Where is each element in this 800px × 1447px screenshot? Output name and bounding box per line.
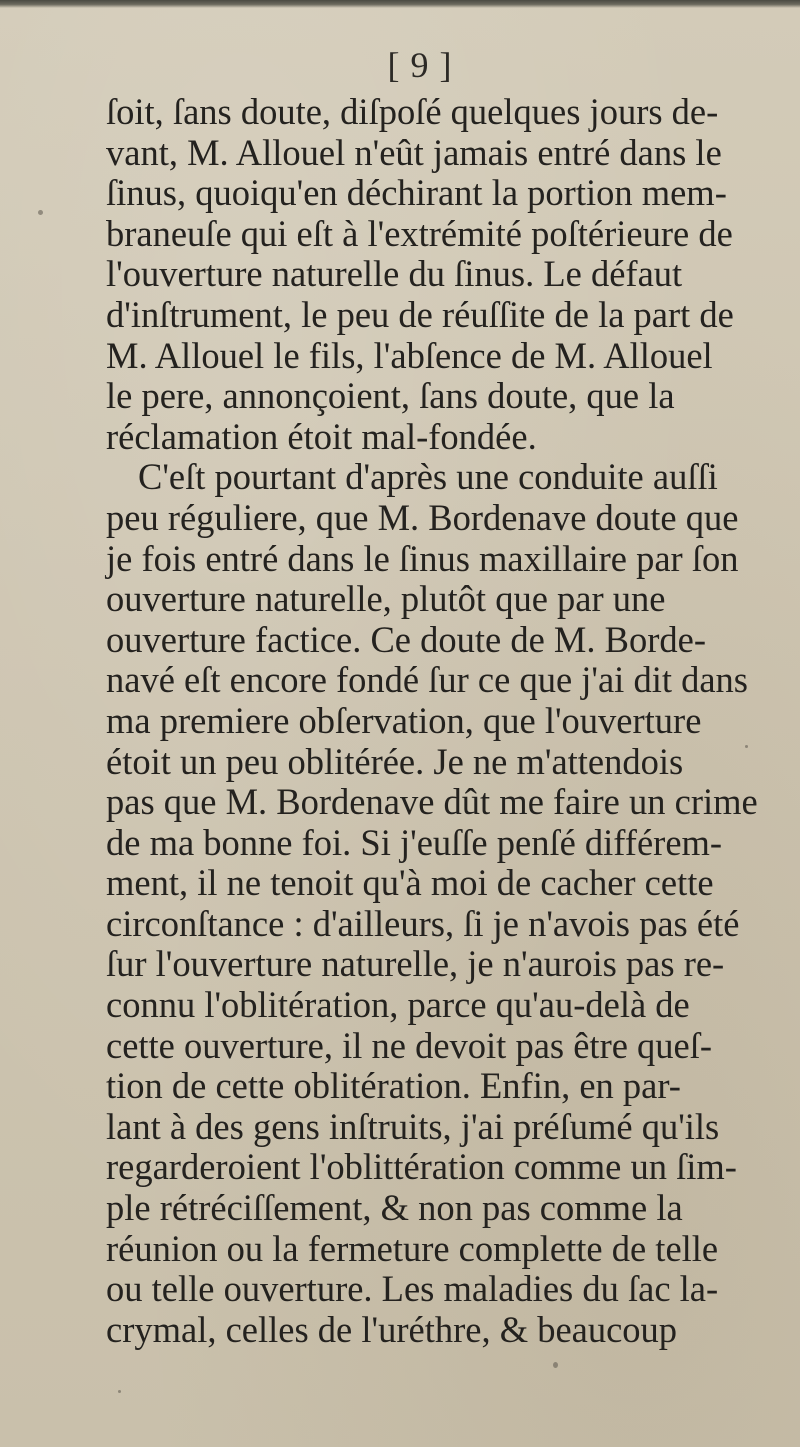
text-line: ſoit, ſans doute, diſpoſé quelques jours de- (106, 91, 719, 132)
text-line: ſur l'ouverture naturelle, je n'aurois pas re- (106, 943, 725, 985)
text-line: ple rétréciſſement, & non pas comme la (106, 1187, 683, 1229)
text-line: peu réguliere, que M. Bordenave doute que (106, 496, 739, 538)
text-line: étoit un peu oblitérée. Je ne m'attendois (106, 740, 684, 782)
text-line: réunion ou la fermeture complette de telle (106, 1227, 719, 1269)
text-line: M. Allouel le fils, l'abſence de M. Allouel (106, 334, 713, 376)
text-line: lant à des gens inſtruits, j'ai préſumé qu'ils (106, 1105, 720, 1147)
text-line: crymal, celles de l'uréthre, & beaucoup (106, 1308, 678, 1350)
text-line: connu l'oblitération, parce qu'au-delà de (106, 984, 690, 1026)
text-line: de ma bonne foi. Si j'euſſe penſé différem- (106, 821, 723, 863)
text-line: cette ouverture, il ne devoit pas être queſ- (106, 1024, 713, 1066)
text-line: pas que M. Bordenave dût me faire un crime (106, 781, 758, 823)
text-line: le pere, annonçoient, ſans doute, que la (106, 375, 675, 417)
paper-speck (38, 210, 43, 215)
text-line: tion de cette oblitération. Enfin, en par- (106, 1065, 681, 1107)
text-line: ment, il ne tenoit qu'à moi de cacher cette (106, 862, 714, 904)
text-line-paragraph-start: C'eſt pourtant d'après une conduite auſſi (138, 456, 718, 498)
text-line: vant, M. Allouel n'eût jamais entré dans le (106, 131, 722, 173)
text-line: ma premiere obſervation, que l'ouverture (106, 699, 702, 741)
text-line: circonſtance : d'ailleurs, ſi je n'avois pas été (106, 902, 740, 944)
text-line: regarderoient l'oblittération comme un ſim- (106, 1146, 737, 1188)
page-number: [ 9 ] (387, 45, 453, 85)
paper-speck (118, 1390, 121, 1393)
text-line: je fois entré dans le ſinus maxillaire par ſon (106, 537, 739, 579)
text-line: d'inſtrument, le peu de réuſſite de la part de (106, 293, 734, 335)
page-top-edge (0, 0, 800, 8)
text-line: ouverture factice. Ce doute de M. Borde- (106, 618, 706, 660)
body-text (106, 92, 786, 1350)
text-line: navé eſt encore fondé ſur ce que j'ai dit dans (106, 659, 749, 701)
text-line: réclamation étoit mal-fondée. (106, 415, 537, 457)
text-line: ſinus, quoiqu'en déchirant la portion mem- (106, 172, 727, 214)
text-line: ou telle ouverture. Les maladies du ſac la- (106, 1268, 719, 1310)
text-line: ouverture naturelle, plutôt que par une (106, 578, 666, 620)
paper-speck (553, 1362, 558, 1368)
text-line: l'ouverture naturelle du ſinus. Le défaut (106, 253, 683, 295)
text-line: braneuſe qui eſt à l'extrémité poſtérieure de (106, 212, 733, 254)
paper-speck (745, 745, 748, 748)
